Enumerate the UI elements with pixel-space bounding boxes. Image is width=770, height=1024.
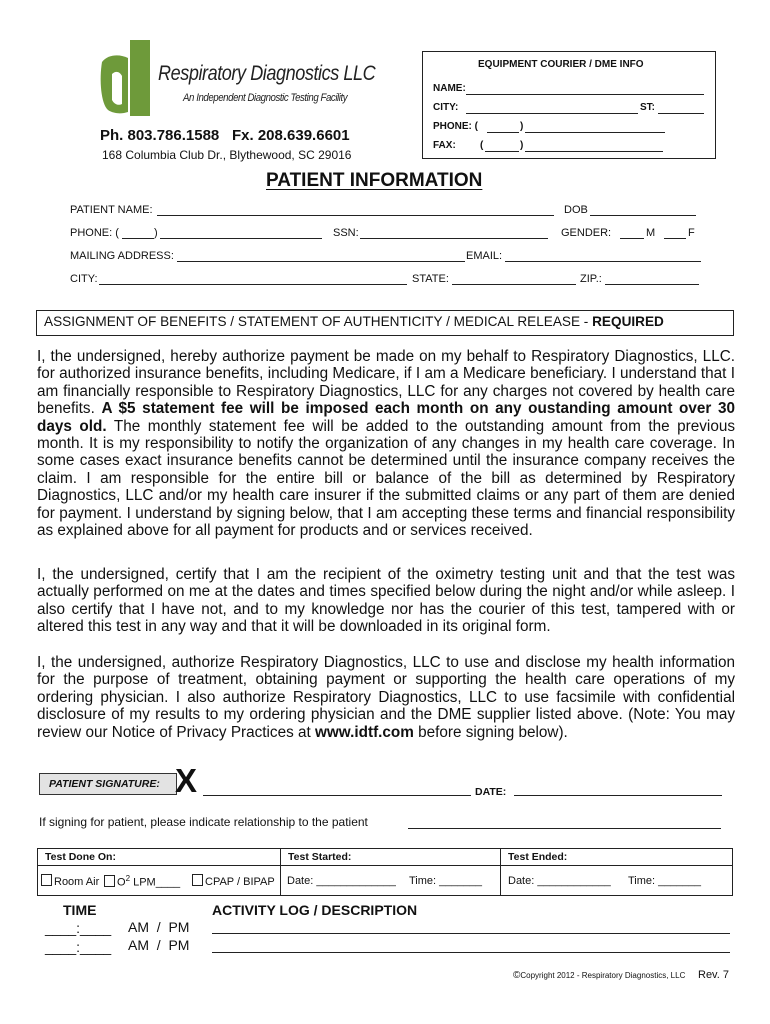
activity-row-1-ampm[interactable]: AM / PM	[128, 919, 190, 935]
activity-log-header: ACTIVITY LOG / DESCRIPTION	[212, 902, 418, 918]
test-end-time[interactable]: Time: _______	[628, 875, 701, 887]
test-table-divider-h	[37, 865, 732, 866]
test-done-on-header: Test Done On:	[45, 851, 116, 863]
activity-row-2-time[interactable]: ____:____	[45, 939, 112, 955]
courier-box-title: EQUIPMENT COURIER / DME INFO	[478, 59, 644, 70]
disclosure-text-1: I, the undersigned, authorize Respiratory Diagnostics, LLC to use and disclose my health information for the purpose of treatment, obtaining payment or supporting the health care operations of my ordering physician. I also authorize Respiratory Diagnostics, LLC to use facsimile with confidential disclosure of my results to my ordering physician and the DME supplier listed above. (Note: You may review our Notice of Privacy Practices at	[37, 654, 735, 741]
o2-label-sub: 2	[125, 874, 131, 883]
patient-name-field[interactable]	[157, 215, 554, 216]
gender-label: GENDER:	[561, 227, 612, 239]
signature-date-field[interactable]	[514, 795, 722, 796]
authorization-paragraph	[37, 348, 735, 539]
courier-st-field[interactable]	[658, 113, 704, 114]
patient-city-label: CITY:	[70, 273, 98, 285]
room-air-option[interactable]	[41, 874, 99, 888]
authorization-text-2: The monthly statement fee will be added to the outstanding amount from the previous month. It is my responsibility to notify the organization of any changes in my health care coverage. In some cases exact insurance benefits cannot be determined until the insurance company receives the claim. I am responsible for the entire bill or balance of the bill as determined by Respiratory Diagnostics, LLC and/or my health care insurer if the submitted claims or any part of them are denied for payment. I understand by signing below, that I am accepting these terms and financial responsibility as explained above for all payment for products and or services received.	[37, 417, 735, 540]
courier-name-field[interactable]	[466, 94, 704, 95]
o2-option[interactable]	[104, 874, 180, 889]
o2-label-prefix: O	[117, 876, 126, 889]
o2-checkbox[interactable]	[104, 875, 115, 887]
authorization-text-1: I, the undersigned, hereby authorize payment be made on my behalf to Respiratory Diagnostics, LLC. for authorized insurance benefits, including Medicare, if I am a Medicare beneficiary. I understand that I am financially responsible to Respiratory Diagnostics, LLC for any charges not covered by health care benefits.	[37, 348, 735, 418]
mailing-address-label: MAILING ADDRESS:	[70, 250, 174, 262]
courier-phone-field[interactable]	[525, 132, 665, 133]
patient-phone-area-field[interactable]	[122, 238, 154, 239]
test-table-divider-v1	[280, 848, 281, 895]
patient-city-field[interactable]	[99, 284, 407, 285]
gender-f-field[interactable]	[664, 238, 686, 239]
cpap-checkbox[interactable]	[192, 874, 203, 886]
dob-field[interactable]	[590, 215, 696, 216]
relationship-field[interactable]	[408, 828, 721, 829]
o2-lpm-label: LPM____	[130, 876, 181, 889]
courier-phone-close: )	[520, 121, 524, 132]
courier-fax-area-field[interactable]	[485, 151, 519, 152]
ssn-field[interactable]	[360, 238, 548, 239]
zip-label: ZIP.:	[580, 273, 602, 285]
assignment-required: REQUIRED	[592, 314, 664, 329]
test-start-time[interactable]: Time: _______	[409, 875, 482, 887]
room-air-checkbox[interactable]	[41, 874, 52, 886]
signature-date-label: DATE:	[475, 786, 507, 798]
certification-text: I, the undersigned, certify that I am the recipient of the oximetry testing unit and that the test was actually performed on me at the dates and times specified below during the night and/or while asleep. I also certify that I have not, and to my knowledge nor has the courier of this test, tampered with or altered this test in any way and that it will be downloaded in its original form.	[37, 566, 735, 636]
courier-fax-field[interactable]	[525, 151, 663, 152]
email-label: EMAIL:	[466, 250, 503, 262]
courier-fax-close: )	[520, 140, 524, 151]
disclosure-text-2: before signing below).	[413, 723, 568, 741]
cpap-option[interactable]	[192, 874, 275, 888]
courier-phone-label: PHONE: (	[433, 121, 478, 132]
state-field[interactable]	[452, 284, 576, 285]
copyright	[513, 970, 685, 981]
courier-fax-label: FAX:	[433, 140, 456, 151]
assignment-title	[44, 314, 664, 329]
copyright-icon: ©	[513, 970, 521, 981]
gender-f-label: F	[688, 227, 695, 239]
privacy-link[interactable]: www.idtf.com	[315, 723, 414, 741]
company-fax: Fx. 208.639.6601	[232, 127, 350, 144]
patient-phone-field[interactable]	[160, 238, 322, 239]
patient-phone-close: )	[154, 227, 158, 239]
disclosure-paragraph	[37, 654, 735, 741]
signature-x-mark: X	[175, 762, 198, 799]
company-tagline: An Independent Diagnostic Testing Facility	[183, 92, 348, 104]
assignment-title-text: ASSIGNMENT OF BENEFITS / STATEMENT OF AUTHENTICITY / MEDICAL RELEASE -	[44, 314, 593, 329]
zip-field[interactable]	[605, 284, 699, 285]
state-label: STATE:	[412, 273, 449, 285]
statement-fee-notice: A $5 statement fee will be imposed each month on any oustanding amount over 30 days old.	[37, 400, 735, 435]
company-logo	[98, 40, 154, 118]
company-address: 168 Columbia Club Dr., Blythewood, SC 29016	[102, 148, 352, 162]
courier-phone-area-field[interactable]	[487, 132, 519, 133]
time-header: TIME	[63, 902, 97, 918]
email-field[interactable]	[505, 261, 701, 262]
test-end-date[interactable]: Date: ____________	[508, 875, 611, 887]
activity-row-2-description[interactable]	[212, 952, 730, 953]
ssn-label: SSN:	[333, 227, 359, 239]
certification-paragraph	[37, 566, 735, 636]
test-start-date[interactable]: Date: _____________	[287, 875, 396, 887]
activity-row-1-time[interactable]: ____:____	[45, 920, 112, 936]
company-phone: Ph. 803.786.1588	[100, 127, 220, 144]
test-table-divider-v2	[500, 848, 501, 895]
activity-row-2-ampm[interactable]: AM / PM	[128, 937, 190, 953]
patient-phone-label: PHONE: (	[70, 227, 119, 239]
courier-name-label: NAME:	[433, 83, 466, 94]
test-table	[37, 848, 733, 896]
test-started-header: Test Started:	[288, 851, 352, 863]
relationship-label: If signing for patient, please indicate relationship to the patient	[39, 815, 368, 829]
room-air-label: Room Air	[54, 876, 100, 888]
courier-st-label: ST:	[640, 102, 655, 113]
signature-label: PATIENT SIGNATURE:	[49, 778, 160, 790]
courier-city-label: CITY:	[433, 102, 459, 113]
activity-row-1-description[interactable]	[212, 933, 730, 934]
cpap-label: CPAP / BIPAP	[205, 876, 275, 888]
gender-m-label: M	[646, 227, 656, 239]
dob-label: DOB	[564, 204, 588, 216]
gender-m-field[interactable]	[620, 238, 644, 239]
copyright-text: Copyright 2012 - Respiratory Diagnostics, LLC	[520, 971, 686, 980]
patient-name-label: PATIENT NAME:	[70, 204, 153, 216]
page-title: PATIENT INFORMATION	[266, 170, 483, 191]
test-ended-header: Test Ended:	[508, 851, 568, 863]
company-name: Respiratory Diagnostics LLC	[158, 62, 376, 85]
mailing-address-field[interactable]	[177, 261, 465, 262]
revision: Rev. 7	[698, 969, 729, 981]
courier-city-field[interactable]	[466, 113, 638, 114]
signature-field[interactable]	[203, 795, 471, 796]
courier-fax-open: (	[480, 140, 484, 151]
